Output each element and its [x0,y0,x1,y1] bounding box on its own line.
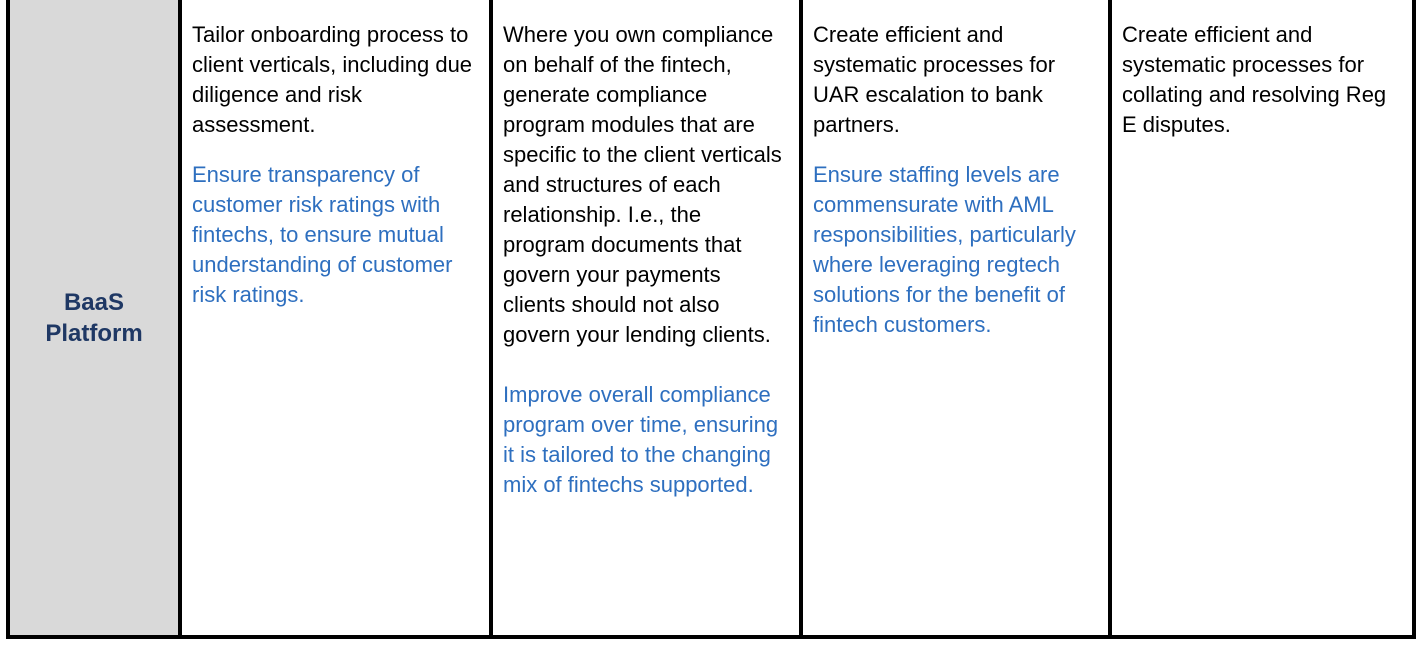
compliance-program-text: Where you own compliance on behalf of the fintech, generate compliance program modules that are specific to the client verticals and structures of each relationship. I.e., the program documents that govern your payments clients should not also govern your lending clients. [503,22,782,347]
row-header-cell [10,0,182,635]
onboarding-cell [182,0,493,635]
row-header-label: BaaS Platform [45,288,143,347]
onboarding-highlight-text: Ensure transparency of customer risk ratings with fintechs, to ensure mutual understanding of customer risk ratings. [192,162,453,307]
uar-escalation-cell [803,0,1112,635]
compliance-program-cell [493,0,803,635]
reg-e-disputes-text: Create efficient and systematic processes for collating and resolving Reg E disputes. [1122,22,1387,137]
compliance-program-highlight-text: Improve overall compliance program over time, ensuring it is tailored to the changing mix of fintechs supported. [503,382,779,497]
onboarding-text: Tailor onboarding process to client verticals, including due diligence and risk assessment. [192,22,473,137]
uar-escalation-text: Create efficient and systematic processes for UAR escalation to bank partners. [813,22,1056,137]
uar-escalation-highlight-text: Ensure staffing levels are commensurate with AML responsibilities, particularly where leveraging regtech solutions for the benefit of fintech customers. [813,162,1076,337]
reg-e-disputes-cell [1112,0,1412,635]
baas-platform-table [6,0,1416,639]
